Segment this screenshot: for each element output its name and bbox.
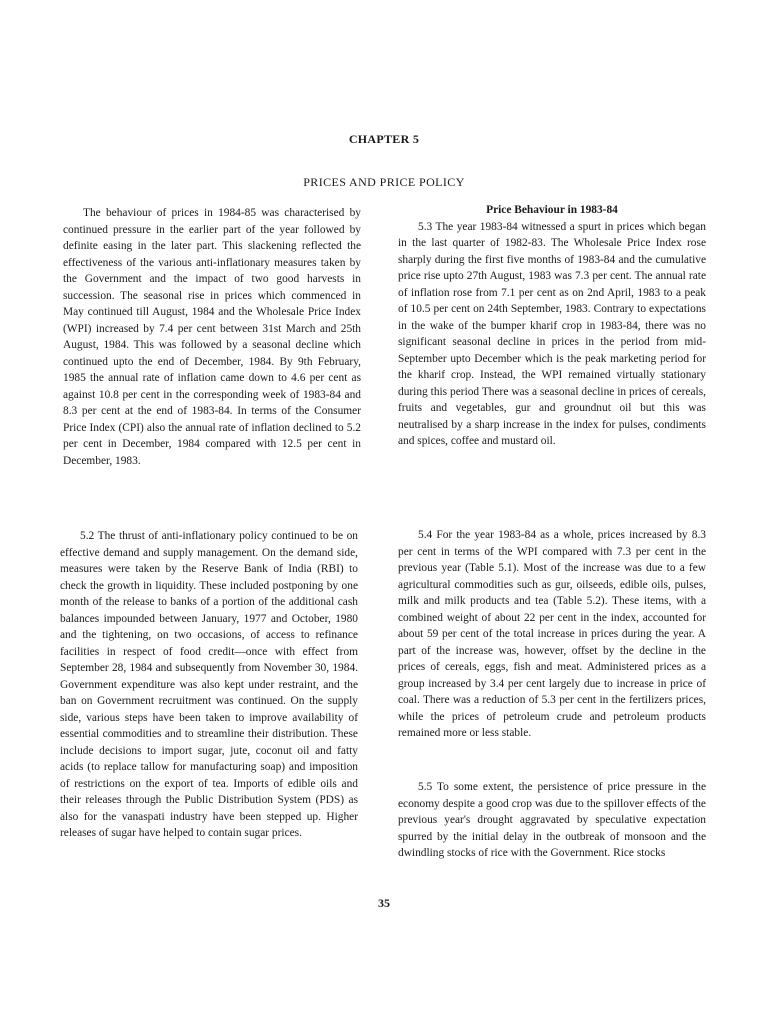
section-heading: Price Behaviour in 1983-84: [486, 204, 618, 216]
chapter-title: PRICES AND PRICE POLICY: [303, 175, 465, 189]
paragraph-5-3: 5.3 The year 1983-84 witnessed a spurt in prices which began in the last quarter of 1982-83. The Wholesale Price Index rose sharply during the first five months of 1983-84 and the cumulative price rise upto 27th August, 1983 was 7.3 per cent. The annual rate of inflation rose from 7.1 per cent as on 2nd April, 1983 to a peak of 10.5 per cent on 24th September, 1983. Contrary to expectations in the wake of the bumper kharif crop in 1983-84, there was no significant seasonal decline in prices in the period from mid-September upto December which is the peak marketing period for the kharif crop. Instead, the WPI remained virtually stationary during this period There was a seasonal decline in prices of cereals, fruits and vegetables, gur and groundnut oil but this was neutralised by a sharp increase in the index for pulses, condiments and spices, coffee and mustard oil.: [398, 220, 706, 447]
left-column-top: [63, 205, 361, 469]
paragraph-5-1: The behaviour of prices in 1984-85 was characterised by continued pressure in the earlier part of the year followed by definite easing in the later part. This slackening reflected the effectiveness of the various anti-inflationary measures taken by the Government and the impact of two good harvests in succession. The seasonal rise in prices which commenced in May continued till August, 1984 and the Wholesale Price Index (WPI) increased by 7.4 per cent between 31st March and 25th August, 1984. This was followed by a seasonal decline which continued upto the end of December, 1984. By 9th February, 1985 the annual rate of inflation came down to 4.6 per cent as against 10.8 per cent in the corresponding week of 1983-84 and 8.3 per cent at the end of 1983-84. In terms of the Consumer Price Index (CPI) also the annual rate of inflation declined to 5.2 per cent in December, 1984 compared with 12.5 per cent in December, 1983.: [63, 207, 361, 467]
right-column-top: [398, 202, 706, 450]
paragraph-5-5: 5.5 To some extent, the persistence of price pressure in the economy despite a good crop was due to the spillover effects of the previous year's drought aggravated by speculative expectation spurred by the initial delay in the outbreak of monsoon and the dwindling stocks of rice with the Government. Rice stocks: [398, 781, 706, 859]
chapter-heading: CHAPTER 5: [348, 132, 420, 146]
paragraph-5-2: 5.2 The thrust of anti-inflationary policy continued to be on effective demand and supply management. On the demand side, measures were taken by the Reserve Bank of India (RBI) to check the growth in liquidity. These included postponing by one month of the release to banks of a portion of the additional cash balances impounded between January, 1977 and October, 1980 and the tightening, on two occasions, of access to refinance facilities in respect of food credit—once with effect from September 28, 1984 and subsequently from November 30, 1984. Government expenditure was also kept under restraint, and the ban on Government recruitment was continued. On the supply side, various steps have been taken to improve availability of essential commodities and to streamline their distribution. These include decisions to import sugar, jute, coconut oil and fatty acids (to replace tallow for manufacturing soap) and imposition of restrictions on the export of tea. Imports of edible oils and their releases through the Public Distribution System (PDS) as also for the vanaspati industry have been stepped up. Higher releases of sugar have helped to contain sugar prices.: [60, 530, 358, 839]
left-column-bottom: [60, 528, 358, 842]
right-column-bottom: [398, 527, 706, 742]
paragraph-5-4: 5.4 For the year 1983-84 as a whole, prices increased by 8.3 per cent in terms of the WPI compared with 7.3 per cent in the previous year (Table 5.1). Most of the increase was due to a few agricultural commodities such as gur, oilseeds, edible oils, pulses, milk and milk products and tea (Table 5.2). These items, with a combined weight of about 22 per cent in the index, accounted for about 59 per cent of the total increase in prices during the year. A part of the increase was, however, offset by the decline in the prices of cereals, eggs, fish and meat. Administered prices as a group increased by 3.4 per cent largely due to increase in price of coal. There was a reduction of 5.3 per cent in the fertilizers prices, while the prices of petroleum crude and petroleum products remained more or less stable.: [398, 529, 706, 739]
page-number: 35: [378, 896, 390, 910]
right-column-last: [398, 779, 706, 862]
